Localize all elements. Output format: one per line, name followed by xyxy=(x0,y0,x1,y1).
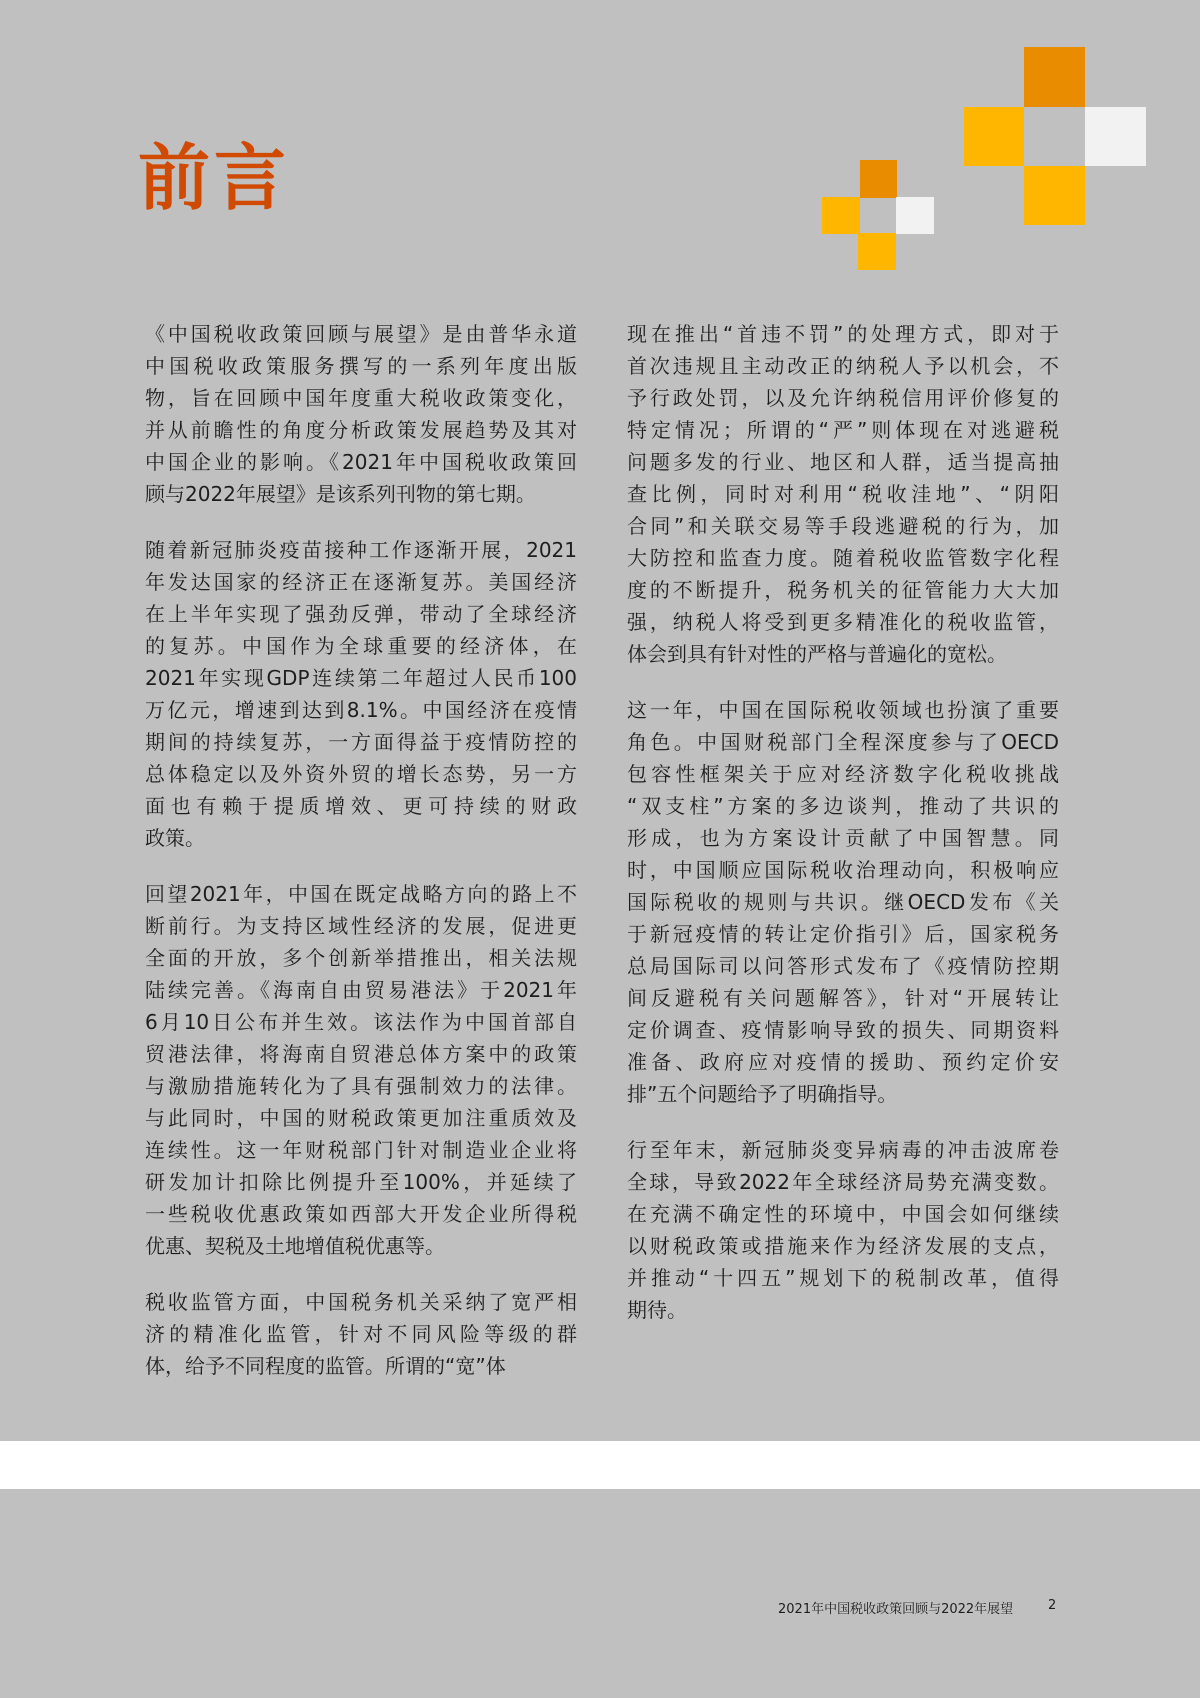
text-line: 济的精准化监管，针对不同风险等级的群 xyxy=(145,1322,577,1346)
decor-square xyxy=(896,197,934,234)
text-line: 强，纳税人将受到更多精准化的税收监管， xyxy=(627,610,1059,634)
text-line: 陆续完善。《海南自由贸易港法》于2021年 xyxy=(145,978,577,1002)
text-line: 准备、政府应对疫情的援助、预约定价安 xyxy=(627,1050,1059,1074)
text-line: 断前行。为支持区域性经济的发展，促进更 xyxy=(145,914,577,938)
decor-square xyxy=(822,197,860,234)
text-line: 首次违规且主动改正的纳税人予以机会，不 xyxy=(627,354,1059,378)
text-line: 时，中国顺应国际税收治理动向，积极响应 xyxy=(627,858,1059,882)
white-band-divider xyxy=(0,1441,1200,1489)
paragraph xyxy=(145,318,577,510)
text-line: 连续性。这一年财税部门针对制造业企业将 xyxy=(145,1138,577,1162)
paragraph xyxy=(627,318,1059,670)
text-line: 贸港法律，将海南自贸港总体方案中的政策 xyxy=(145,1042,577,1066)
paragraph xyxy=(145,878,577,1262)
text-line: 政策。 xyxy=(145,826,205,850)
text-line: 间反避税有关问题解答》，针对“开展转让 xyxy=(627,986,1059,1010)
text-line: 一些税收优惠政策如西部大开发企业所得税 xyxy=(145,1202,577,1226)
text-line: 2021年实现GDP连续第二年超过人民币100 xyxy=(145,666,577,690)
text-line: 的复苏。中国作为全球重要的经济体，在 xyxy=(145,634,577,658)
text-line: 期间的持续复苏，一方面得益于疫情防控的 xyxy=(145,730,577,754)
text-line: 在充满不确定性的环境中，中国会如何继续 xyxy=(627,1202,1059,1226)
text-line: 回望2021年，中国在既定战略方向的路上不 xyxy=(145,882,577,906)
text-line: 万亿元，增速到达到8.1%。中国经济在疫情 xyxy=(145,698,577,722)
text-line: 体会到具有针对性的严格与普遍化的宽松。 xyxy=(627,642,1007,666)
text-line: 并推动“十四五”规划下的税制改革，值得 xyxy=(627,1266,1059,1290)
decor-square xyxy=(964,107,1024,166)
text-line: 度的不断提升，税务机关的征管能力大大加 xyxy=(627,578,1059,602)
text-line: 全球，导致2022年全球经济局势充满变数。 xyxy=(627,1170,1059,1194)
text-line: 角色。中国财税部门全程深度参与了OECD xyxy=(627,730,1059,754)
text-line: 这一年，中国在国际税收领域也扮演了重要 xyxy=(627,698,1059,722)
text-line: 国际税收的规则与共识。继OECD发布《关 xyxy=(627,890,1059,914)
text-line: 定价调查、疫情影响导致的损失、同期资料 xyxy=(627,1018,1059,1042)
text-line: 体，给予不同程度的监管。所谓的“宽”体 xyxy=(145,1354,506,1378)
text-line: 以财税政策或措施来作为经济发展的支点， xyxy=(627,1234,1059,1258)
text-line: 中国税收政策服务撰写的一系列年度出版 xyxy=(145,354,577,378)
paragraph xyxy=(627,1134,1059,1326)
text-line: 顾与2022年展望》是该系列刊物的第七期。 xyxy=(145,482,536,506)
text-line: 于新冠疫情的转让定价指引》后，国家税务 xyxy=(627,922,1059,946)
text-line: 现在推出“首违不罚”的处理方式，即对于 xyxy=(627,322,1059,346)
text-line: 全面的开放，多个创新举措推出，相关法规 xyxy=(145,946,577,970)
decor-square xyxy=(1085,107,1146,166)
text-line: 形成，也为方案设计贡献了中国智慧。同 xyxy=(627,826,1059,850)
text-line: 特定情况；所谓的“严”则体现在对逃避税 xyxy=(627,418,1059,442)
text-line: 年发达国家的经济正在逐渐复苏。美国经济 xyxy=(145,570,577,594)
text-line: 并从前瞻性的角度分析政策发展趋势及其对 xyxy=(145,418,577,442)
paragraph xyxy=(627,694,1059,1110)
text-line: 研发加计扣除比例提升至100%，并延续了 xyxy=(145,1170,577,1194)
decor-square xyxy=(1024,47,1085,107)
text-line: 6月10日公布并生效。该法作为中国首部自 xyxy=(145,1010,577,1034)
text-line: 与此同时，中国的财税政策更加注重质效及 xyxy=(145,1106,577,1130)
page-number: 2 xyxy=(1048,1598,1057,1613)
text-line: 《中国税收政策回顾与展望》是由普华永道 xyxy=(145,322,577,346)
text-line: 包容性框架关于应对经济数字化税收挑战 xyxy=(627,762,1059,786)
text-line: 予行政处罚，以及允许纳税信用评价修复的 xyxy=(627,386,1059,410)
paragraph xyxy=(145,534,577,854)
text-line: 大防控和监查力度。随着税收监管数字化程 xyxy=(627,546,1059,570)
footer-title: 2021年中国税收政策回顾与2022年展望 xyxy=(778,1602,1014,1617)
text-line: 问题多发的行业、地区和人群，适当提高抽 xyxy=(627,450,1059,474)
decor-square xyxy=(1024,166,1085,225)
text-line: 期待。 xyxy=(627,1298,687,1322)
text-line: 总体稳定以及外资外贸的增长态势，另一方 xyxy=(145,762,577,786)
text-line: 面也有赖于提质增效、更可持续的财政 xyxy=(145,794,577,818)
paragraph xyxy=(145,1286,577,1382)
decor-square xyxy=(860,160,897,198)
text-line: 物，旨在回顾中国年度重大税收政策变化， xyxy=(145,386,577,410)
text-line: 中国企业的影响。《2021年中国税收政策回 xyxy=(145,450,577,474)
text-line: 优惠、契税及土地增值税优惠等。 xyxy=(145,1234,445,1258)
text-line: 在上半年实现了强劲反弹，带动了全球经济 xyxy=(145,602,577,626)
text-line: “双支柱”方案的多边谈判，推动了共识的 xyxy=(627,794,1059,818)
text-line: 合同”和关联交易等手段逃避税的行为，加 xyxy=(627,514,1059,538)
text-line: 税收监管方面，中国税务机关采纳了宽严相 xyxy=(145,1290,577,1314)
decor-square xyxy=(858,233,896,270)
text-line: 随着新冠肺炎疫苗接种工作逐渐开展，2021 xyxy=(145,538,577,562)
text-column-left xyxy=(145,318,577,1406)
page-title: 前言 xyxy=(138,135,291,220)
text-line: 总局国际司以问答形式发布了《疫情防控期 xyxy=(627,954,1059,978)
text-line: 行至年末，新冠肺炎变异病毒的冲击波席卷 xyxy=(627,1138,1059,1162)
text-line: 查比例，同时对利用“税收洼地”、“阴阳 xyxy=(627,482,1059,506)
text-column-right xyxy=(627,318,1059,1350)
text-line: 排”五个问题给予了明确指导。 xyxy=(627,1082,898,1106)
text-line: 与激励措施转化为了具有强制效力的法律。 xyxy=(145,1074,577,1098)
